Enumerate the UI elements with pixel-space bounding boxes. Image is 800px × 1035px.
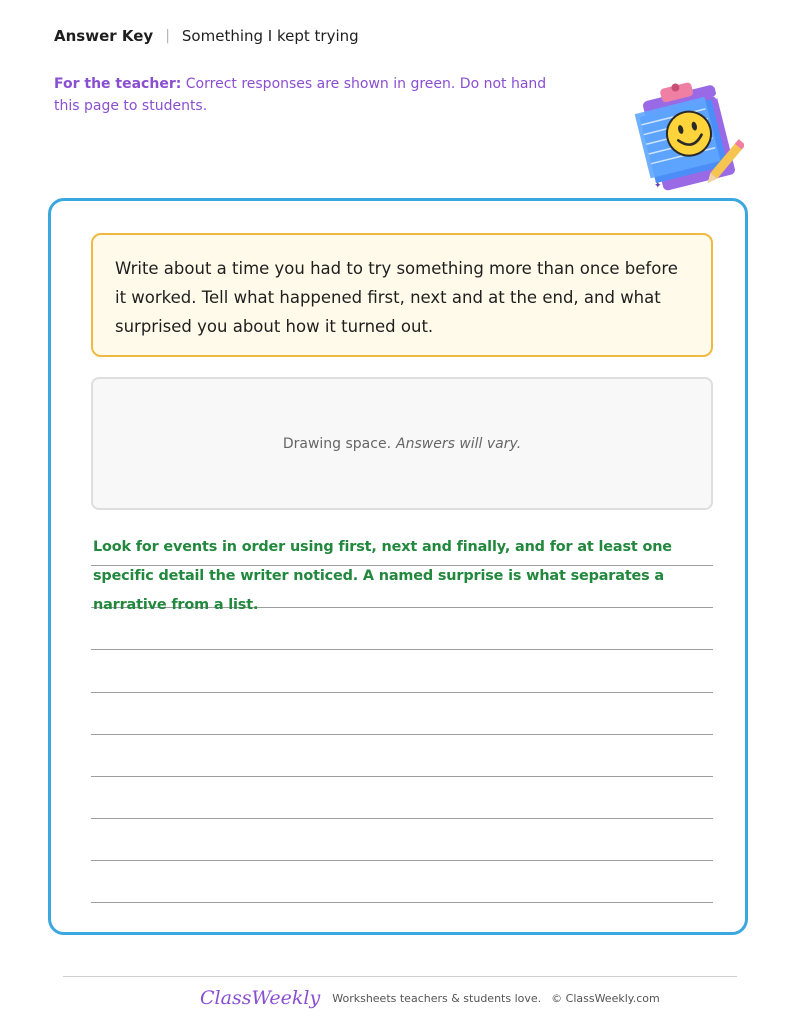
writing-line: [91, 649, 713, 650]
writing-line: [91, 776, 713, 777]
writing-line: [91, 818, 713, 819]
header-separator: |: [165, 28, 170, 44]
drawing-space-note: Answers will vary.: [396, 435, 522, 452]
writing-line: [91, 860, 713, 861]
worksheet-title: Something I kept trying: [181, 27, 359, 45]
model-answer: Look for events in order using first, next and finally, and for at least one specific detail the writer noticed. A named surprise is what separates a narrative from a list.: [93, 539, 672, 613]
page-footer: [200, 987, 660, 1009]
writing-line: [91, 692, 713, 693]
svg-text:✦: ✦: [654, 181, 662, 191]
writing-line: [91, 734, 713, 735]
teacher-note-lead: For the teacher:: [54, 76, 182, 92]
drawing-space-label: Drawing space.: [282, 435, 392, 452]
drawing-space: [91, 377, 713, 510]
worksheet-card: [48, 198, 748, 935]
smiley-clipboard-icon: [632, 78, 744, 198]
footer-divider: [63, 976, 737, 977]
svg-text:✦: ✦: [712, 92, 721, 103]
footer-copyright: © ClassWeekly.com: [551, 991, 660, 1005]
brand-logo: ClassWeekly: [200, 987, 321, 1009]
writing-prompt: Write about a time you had to try something more than once before it worked. Tell what happened first, next and at the end, and what surprised you about how it turned out.: [91, 233, 713, 357]
page-header: [54, 26, 359, 46]
teacher-note: [54, 73, 574, 117]
answer-lines: [91, 525, 713, 909]
answer-key-label: Answer Key: [54, 27, 154, 45]
footer-tagline: Worksheets teachers & students love.: [332, 991, 542, 1005]
teacher-note-text: Correct responses are shown in green. Do not hand this page to students.: [54, 76, 547, 114]
writing-line: [91, 902, 713, 903]
